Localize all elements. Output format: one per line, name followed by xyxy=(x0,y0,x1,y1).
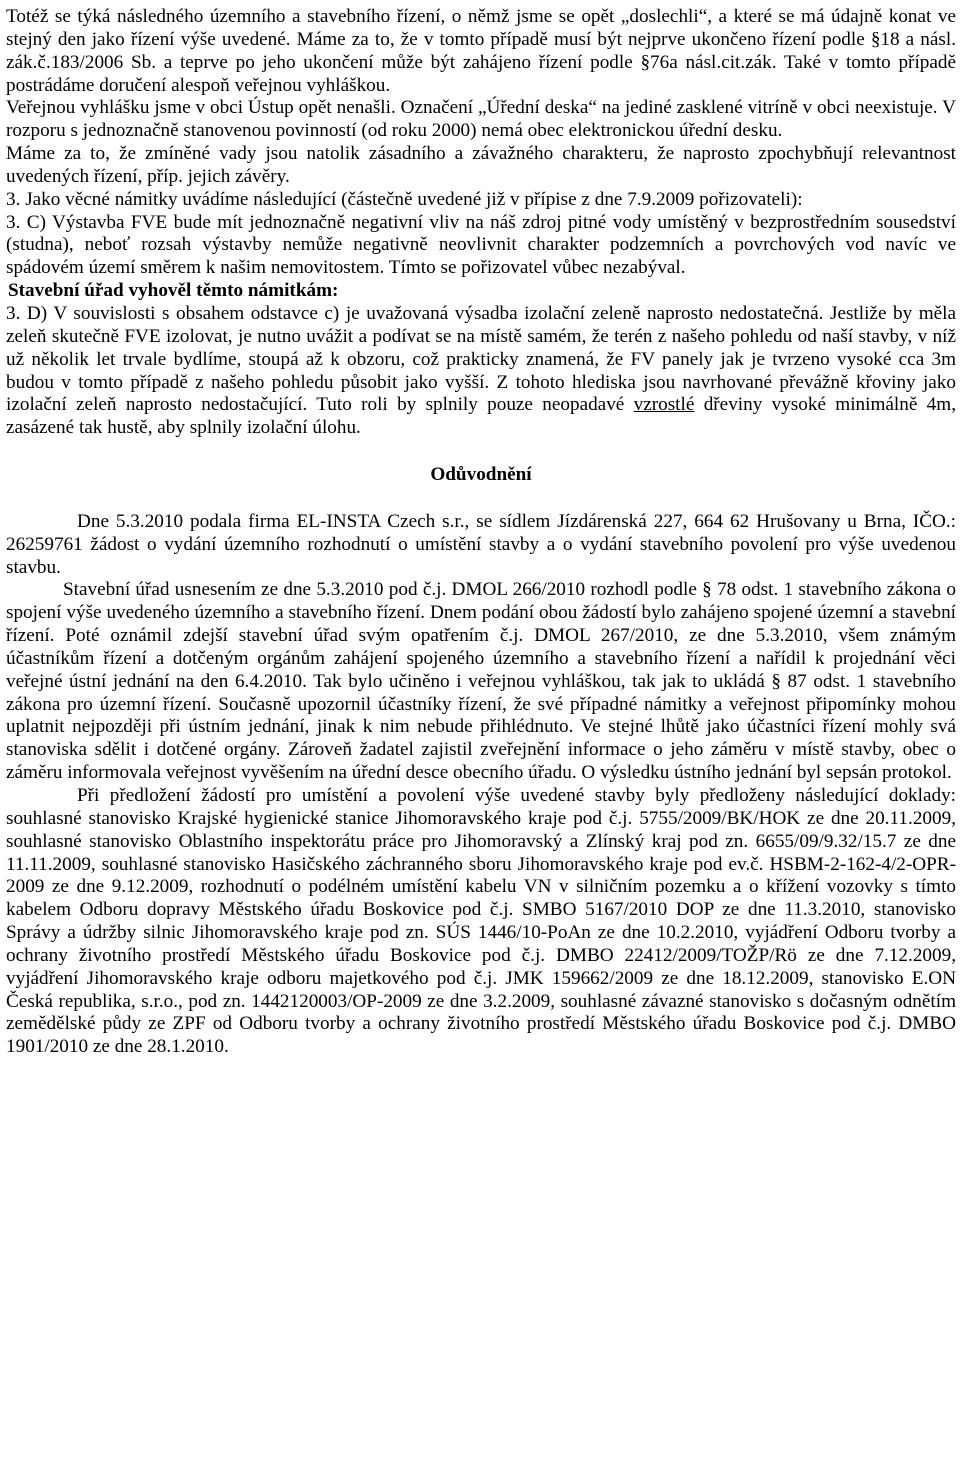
paragraph-objection-3d xyxy=(6,303,956,440)
paragraph-objection-3c: 3. C) Výstavba FVE bude mít jednoznačně negativní vliv na náš zdroj pitné vody umístěný v bezprostředním sousedství (studna), neboť rozsah výstavby nemůže negativně neovlivnit charakter podzemních a povrchových vod navíc ve spádovém území směrem k našim nemovitostem. Tímto se pořizovatel vůbec nezabýval. xyxy=(6,211,956,279)
objection-3d-text-start: 3. D) V souvislosti s obsahem odstavce c) je uvažovaná výsadba izolační zeleně naprosto nedostatečná. Jestliže by měla zeleň skutečně FVE izolovat, je nutno uvážit a podívat se na místě samém, že terén z našeho pohledu od naší stavby, v níž už několik let trvale bydlíme, stoupá až k obzoru, což prakticky znamená, že FV panely jak je tvrzeno vysoké cca 3m budou v tomto případě z našeho pohledu působit jako vyšší. Z tohoto hlediska jsou navrhované převážně křoviny jako izolační zeleň naprosto nedostačující. Tuto roli by splnily pouze neopadavé xyxy=(6,302,956,416)
objection-3d-text-end: dřeviny vysoké minimálně 4m, zasázené tak hustě, aby splnily izolační úlohu. xyxy=(6,394,956,439)
underlined-word: vzrostlé xyxy=(633,394,695,416)
paragraph-procedure-objection: Totéž se týká následného územního a stavebního řízení, o němž jsme se opět „doslechli“, a které se má údajně konat ve stejný den jako řízení výše uvedené. Máme za to, že v tomto případě musí být nejprve ukončeno řízení podle §18 a násl. zák.č.183/2006 Sb. a teprve po jeho ukončení může být zahájeno řízení podle §76a násl.cit.zák. Také v tomto případě postrádáme doručení alespoň veřejnou vyhláškou. xyxy=(6,6,956,96)
heading-reasoning: Odůvodnění xyxy=(430,464,532,486)
spacer xyxy=(6,487,956,511)
paragraph-documents-submitted: Při předložení žádostí pro umístění a povolení výše uvedené stavby byly předloženy následující doklady: souhlasné stanovisko Krajské hygienické stanice Jihomoravského kraje pod č.j. 5755/2009/BK/HOK ze dne 20.11.2009, souhlasné stanovisko Oblastního inspektorátu práce pro Jihomoravský a Zlínský kraj pod zn. 6655/09/9.32/15.7 ze dne 11.11.2009, souhlasné stanovisko Hasičského záchranného sboru Jihomoravského kraje pod ev.č. HSBM-2-162-4/2-OPR-2009 ze dne 9.12.2009, rozhodnutí o podélném umístění kabelu VN v silničním pozemku a o křížení vozovky s tímto kabelem Odboru dopravy Městského úřadu Boskovice pod č.j. SMBO 5167/2010 DOP ze dne 11.3.2010, stanovisko Správy a údržby silnic Jihomoravského kraje pod zn. SÚS 1446/10-PoAn ze dne 10.2.2010, vyjádření Odboru tvorby a ochrany životního prostředí Městského úřadu Boskovice pod č.j. DMBO 22412/2009/TOŽP/Rö ze dne 7.12.2009, vyjádření Jihomoravského kraje odboru majetkového pod č.j. JMK 159662/2009 ze dne 18.12.2009, stanovisko E.ON Česká republika, s.r.o., pod zn. 1442120003/OP-2009 ze dne 3.2.2009, souhlasné závazné stanovisko s dočasným odnětím zemědělské půdy ze ZPF od Odboru tvorby a ochrany životního prostředí Městského úřadu Boskovice pod č.j. DMBO 1901/2010 ze dne 28.1.2010. xyxy=(6,785,956,1058)
paragraph-defects-conclusion: Máme za to, že zmíněné vady jsou natolik zásadního a závažného charakteru, že naprosto zpochybňují relevantnost uvedených řízení, příp. jejich závěry. xyxy=(6,143,956,187)
heading-objections-upheld: Stavební úřad vyhověl těmto námitkám: xyxy=(8,280,339,302)
paragraph-application-submitted: Dne 5.3.2010 podala firma EL-INSTA Czech s.r., se sídlem Jízdárenská 227, 664 62 Hrušovany u Brna, IČO.: 26259761 žádost o vydání územního rozhodnutí o umístění stavby a o vydání stavebního povolení pro výše uvedenou stavbu. xyxy=(6,510,956,578)
paragraph-procedure-joined: Stavební úřad usnesením ze dne 5.3.2010 pod č.j. DMOL 266/2010 rozhodl podle § 78 odst. 1 stavebního zákona o spojení výše uvedeného územního a stavebního řízení. Dnem podání obou žádostí bylo zahájeno spojené územní a stavební řízení. Poté oznámil zdejší stavební úřad svým opatřením č.j. DMOL 267/2010, ze dne 5.3.2010, všem známým účastníkům řízení a dotčeným orgánům zahájení spojeného územního a stavebního řízení a nařídil k projednání věci veřejné ústní jednání na den 6.4.2010. Tak bylo učiněno i veřejnou vyhláškou, tak jak to ukládá § 87 odst. 1 stavebního zákona pro územní řízení. Současně upozornil účastníky řízení, že své případné námitky a veřejnost připomínky mohou uplatnit nejpozději při ústním jednání, jinak k nim nebude přihlédnuto. Ve stejné lhůtě jako účastníci řízení mohly svá stanoviska sdělit i dotčené orgány. Zároveň žadatel zajistil zveřejnění informace o jeho záměru v místě stavby, obec o záměru informovala veřejnost vyvěšením na úřední desce obecního úřadu. O výsledku ústního jednání byl sepsán protokol. xyxy=(6,579,956,784)
paragraph-substantive-objections-intro: 3. Jako věcné námitky uvádíme následující (částečně uvedené již v přípise z dne 7.9.2009 pořizovateli): xyxy=(6,188,803,210)
document-page xyxy=(6,6,956,1059)
paragraph-public-notice: Veřejnou vyhlášku jsme v obci Ústup opět nenašli. Označení „Úřední deska“ na jediné zasklené vitríně v obci neexistuje. V rozporu s jednoznačně stanovenou povinností (od roku 2000) nemá obec elektronickou úřední desku. xyxy=(6,97,956,142)
spacer xyxy=(6,440,956,464)
